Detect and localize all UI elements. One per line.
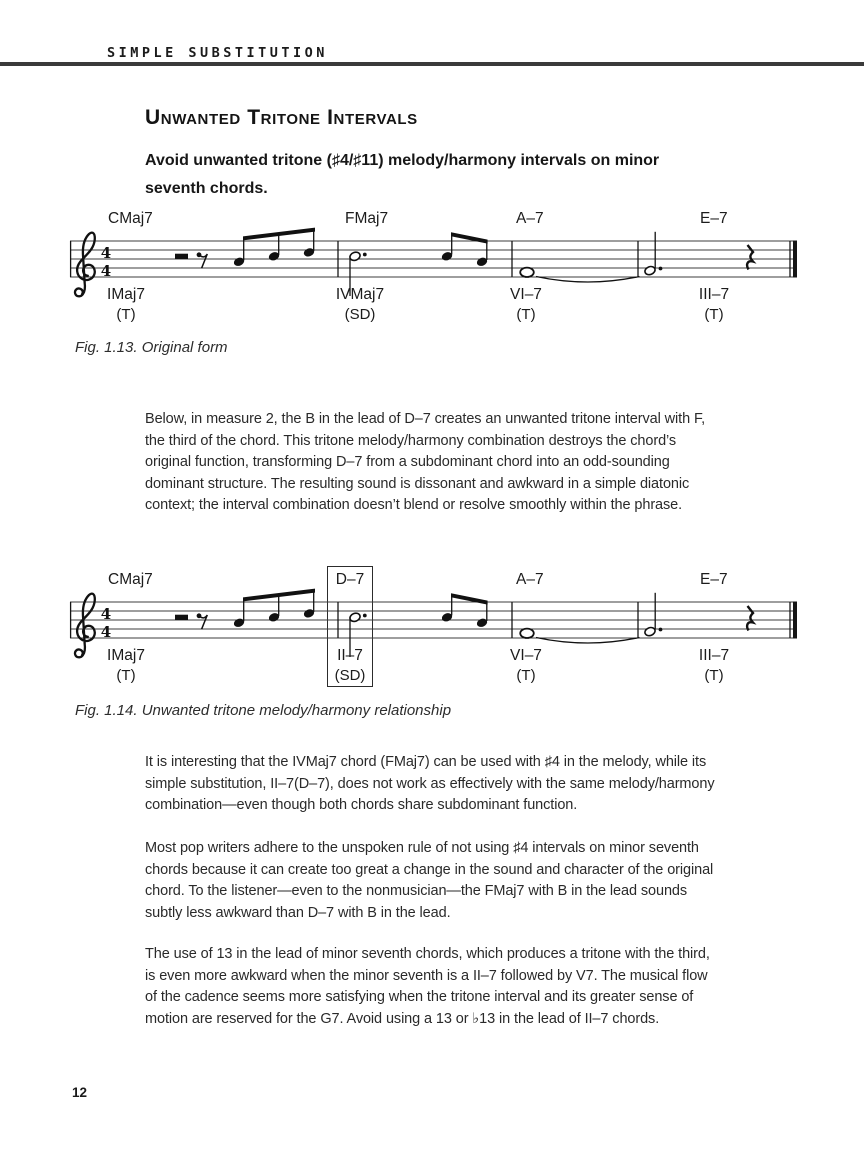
function-label: (T): [516, 667, 536, 684]
quarter-rest: [747, 606, 753, 631]
figure-caption: Fig. 1.13. Original form: [75, 339, 228, 356]
eighth-rest: [197, 252, 208, 268]
roman-numeral-highlighted: II–7: [337, 647, 363, 664]
section-heading: Unwanted Tritone Intervals: [145, 106, 418, 129]
whole-note: [520, 629, 534, 638]
time-signature-bottom: 4: [100, 622, 112, 641]
function-label: (T): [704, 306, 724, 323]
music-figure-unwanted-tritone: [0, 566, 864, 698]
figure-caption: Fig. 1.14. Unwanted tritone melody/harmony relationship: [75, 702, 452, 719]
chord-symbol: A–7: [516, 210, 544, 227]
time-signature-top: 4: [100, 604, 112, 623]
roman-numeral: IMaj7: [107, 647, 145, 664]
beamed-eighth-notes: [233, 589, 316, 629]
page-number: 12: [72, 1085, 88, 1100]
roman-numeral: VI–7: [510, 286, 542, 303]
chord-symbol: CMaj7: [108, 210, 153, 227]
eighth-rest: [197, 613, 208, 629]
roman-numeral: IVMaj7: [335, 286, 385, 303]
dotted-half-note: [644, 593, 663, 637]
half-rest: [175, 254, 188, 259]
function-label: (T): [116, 306, 136, 323]
dotted-half-note: [644, 232, 663, 276]
chord-symbol: CMaj7: [108, 571, 153, 588]
body-paragraph: The use of 13 in the lead of minor seventh chords, which produces a tritone with the third, is even more awkward when the minor seventh is a II–7 followed by V7. The musical flow of the cadence seems more satisfying when the tritone interval and its greater sense of motion are reserved for the G7. Avoid using a 13 or ♭13 in the lead of II–7 chords.: [145, 946, 710, 1027]
half-rest: [175, 615, 188, 620]
time-signature-bottom: 4: [100, 261, 112, 280]
quarter-rest: [747, 245, 753, 270]
function-label: (T): [516, 306, 536, 323]
roman-numeral: IMaj7: [107, 286, 145, 303]
roman-numeral: VI–7: [510, 647, 542, 664]
chord-symbol: E–7: [700, 210, 728, 227]
roman-numeral: III–7: [698, 647, 730, 664]
whole-note: [520, 268, 534, 277]
beamed-eighth-notes: [233, 228, 316, 268]
chord-symbol: E–7: [700, 571, 728, 588]
header-rule: [0, 62, 864, 66]
chord-symbol: FMaj7: [345, 210, 389, 227]
chord-symbol: A–7: [516, 571, 544, 588]
section-lead: Avoid unwanted tritone (♯4/♯11) melody/harmony intervals on minor seventh chords.: [145, 152, 660, 197]
function-label: (T): [704, 667, 724, 684]
function-label: (SD): [344, 306, 376, 323]
body-paragraph: Below, in measure 2, the B in the lead of D–7 creates an unwanted tritone interval with F, the third of the chord. This tritone melody/harmony combination destroys the chord’s original function, transforming D–7 from a subdominant chord into an odd-sounding dominant structure. The resulting sound is dissonant and awkward in a simple diatonic context; the interval combination doesn’t blend or resolve smoothly within the phrase.: [145, 411, 706, 513]
music-figure-original-form: [0, 205, 864, 337]
time-signature-top: 4: [100, 243, 112, 262]
final-barline: [793, 602, 797, 639]
running-head: SIMPLE SUBSTITUTION: [107, 45, 328, 61]
roman-numeral: III–7: [698, 286, 730, 303]
body-paragraph: Most pop writers adhere to the unspoken rule of not using ♯4 intervals on minor seventh chords because it can create too great a change in the sound and character of the original chord. To the listener—even to the nonmusician—the FMaj7 with B in the lead sounds subtly less awkward than D–7 with B in the lead.: [145, 840, 714, 921]
body-paragraph: It is interesting that the IVMaj7 chord (FMaj7) can be used with ♯4 in the melody, while its simple substitution, II–7(D–7), does not work as effectively with the same melody/harmony combination—even though both chords share subdominant function.: [145, 754, 715, 813]
function-label-highlighted: (SD): [334, 667, 366, 684]
chord-symbol-highlighted: D–7: [335, 571, 365, 588]
function-label: (T): [116, 667, 136, 684]
final-barline: [793, 241, 797, 278]
